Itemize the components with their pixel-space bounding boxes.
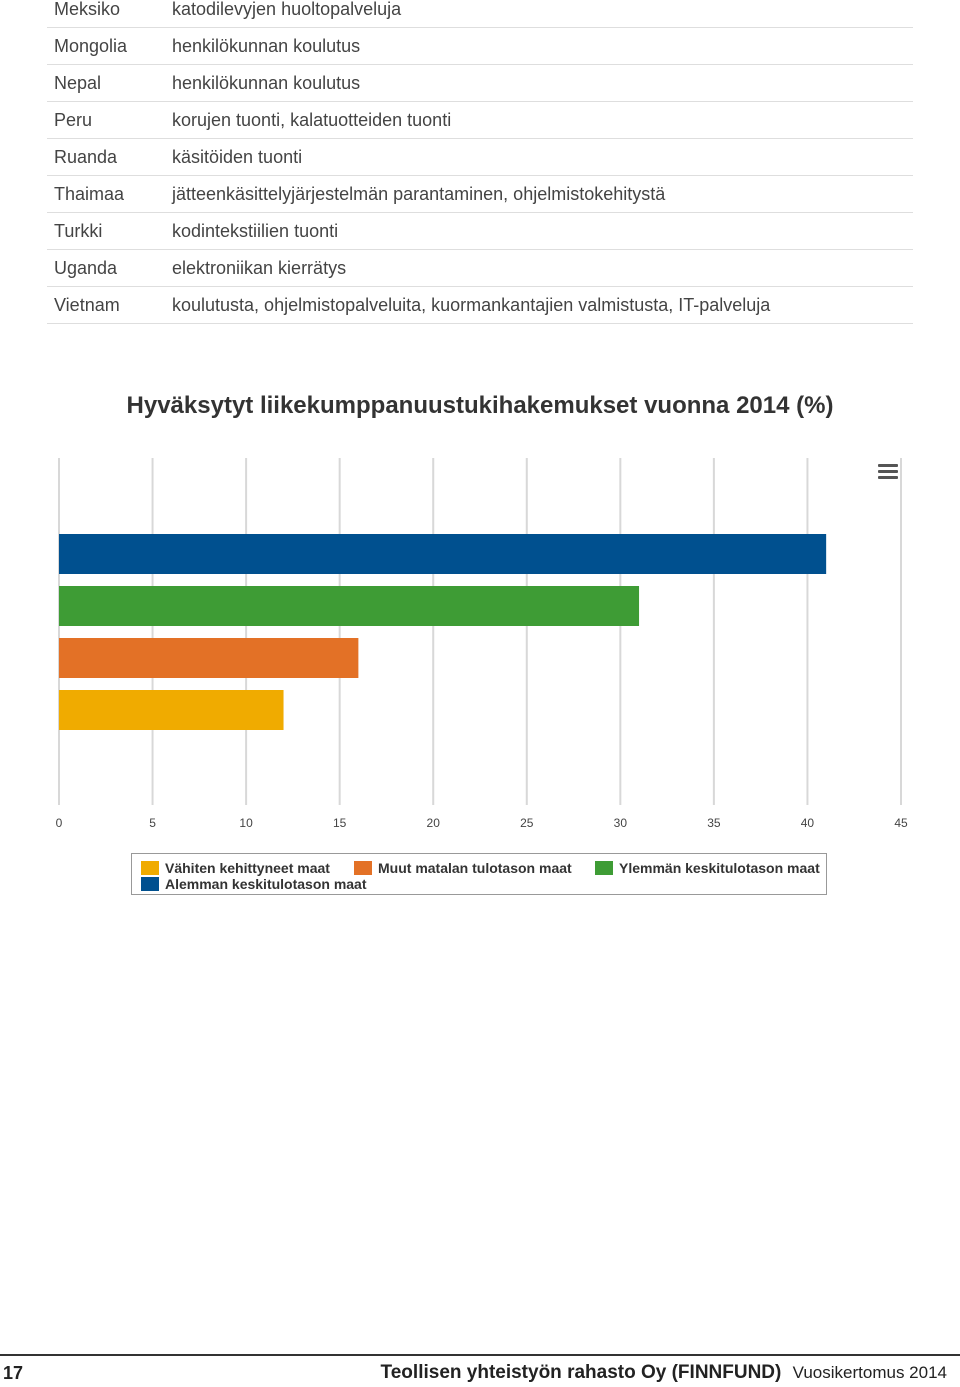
legend-item-vahiten-kehittyneet[interactable] xyxy=(141,860,330,876)
legend-swatch xyxy=(141,877,159,891)
legend-item-muut-matalan-tulotason[interactable] xyxy=(354,860,572,876)
country-cell: Thaimaa xyxy=(47,176,165,213)
x-tick-label: 15 xyxy=(332,816,347,830)
description-cell: koulutusta, ohjelmistopalveluita, kuormankantajien valmistusta, IT-palveluja xyxy=(165,287,913,324)
table-row xyxy=(47,176,913,213)
legend-label: Ylemmän keskitulotason maat xyxy=(619,860,820,876)
bar-2[interactable] xyxy=(59,586,639,626)
legend-item-ylemman-keskitulotason[interactable] xyxy=(595,860,820,876)
country-cell: Uganda xyxy=(47,250,165,287)
country-cell: Ruanda xyxy=(47,139,165,176)
description-cell: jätteenkäsittelyjärjestelmän parantaminen, ohjelmistokehitystä xyxy=(165,176,913,213)
footer-document: Vuosikertomus 2014 xyxy=(792,1363,947,1382)
legend-item-alemman-keskitulotason[interactable] xyxy=(141,876,367,892)
footer-organization: Teollisen yhteistyön rahasto Oy (FINNFUND) xyxy=(380,1362,782,1383)
table-row xyxy=(47,102,913,139)
countries-table xyxy=(47,0,913,324)
chart-title: Hyväksytyt liikekumppanuustukihakemukset vuonna 2014 (%) xyxy=(126,392,834,419)
description-cell: elektroniikan kierrätys xyxy=(165,250,913,287)
x-tick-label: 25 xyxy=(520,816,534,830)
legend-swatch xyxy=(595,861,613,875)
legend-label: Muut matalan tulotason maat xyxy=(378,860,572,876)
hamburger-menu-icon[interactable] xyxy=(877,462,899,482)
bar-chart xyxy=(0,440,960,840)
page-number: 17 xyxy=(3,1363,24,1383)
chart-legend xyxy=(131,853,827,895)
legend-swatch xyxy=(141,861,159,875)
table-row xyxy=(47,0,913,28)
table-row xyxy=(47,139,913,176)
country-cell: Nepal xyxy=(47,65,165,102)
country-cell: Turkki xyxy=(47,213,165,250)
x-tick-label: 45 xyxy=(894,816,908,830)
country-cell: Peru xyxy=(47,102,165,139)
table-row xyxy=(47,65,913,102)
x-tick-label: 5 xyxy=(149,816,156,830)
table-row xyxy=(47,213,913,250)
footer-text xyxy=(381,1362,947,1384)
legend-label: Vähiten kehittyneet maat xyxy=(165,860,330,876)
x-tick-label: 10 xyxy=(239,816,253,830)
table-row xyxy=(47,28,913,65)
country-cell: Meksiko xyxy=(47,0,165,28)
bar-3[interactable] xyxy=(59,638,358,678)
description-cell: katodilevyjen huoltopalveluja xyxy=(165,0,913,28)
description-cell: korujen tuonti, kalatuotteiden tuonti xyxy=(165,102,913,139)
bar-4[interactable] xyxy=(59,690,284,730)
footer-divider xyxy=(0,1354,960,1356)
bar-1[interactable] xyxy=(59,534,826,574)
x-tick-label: 30 xyxy=(613,816,628,830)
x-tick-label: 35 xyxy=(707,816,721,830)
description-cell: käsitöiden tuonti xyxy=(165,139,913,176)
x-tick-label: 20 xyxy=(426,816,440,830)
country-cell: Vietnam xyxy=(47,287,165,324)
x-tick-label: 0 xyxy=(55,816,63,830)
description-cell: henkilökunnan koulutus xyxy=(165,65,913,102)
description-cell: kodintekstiilien tuonti xyxy=(165,213,913,250)
country-cell: Mongolia xyxy=(47,28,165,65)
description-cell: henkilökunnan koulutus xyxy=(165,28,913,65)
x-tick-label: 40 xyxy=(800,816,815,830)
table-row xyxy=(47,250,913,287)
table-row xyxy=(47,287,913,324)
legend-swatch xyxy=(354,861,372,875)
legend-label: Alemman keskitulotason maat xyxy=(165,876,367,892)
